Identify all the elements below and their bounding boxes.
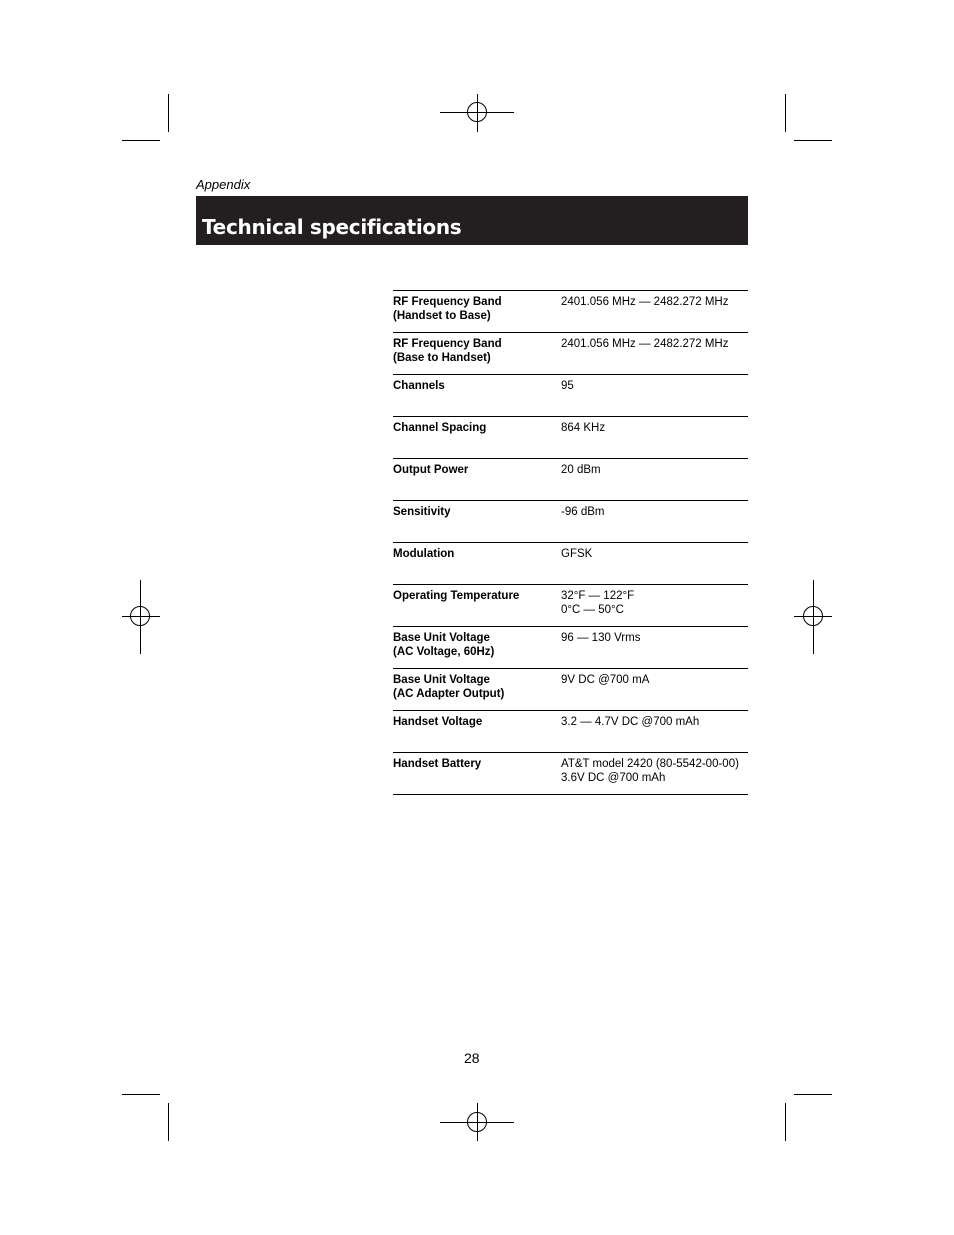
spec-label: Channels [393,380,445,392]
spec-label: Base Unit Voltage (AC Voltage, 60Hz) [393,632,495,658]
spec-table [393,290,748,795]
spec-label: Base Unit Voltage (AC Adapter Output) [393,674,505,700]
spec-value: 9V DC @700 mA [561,674,650,686]
spec-label: Channel Spacing [393,422,487,434]
spec-label: Operating Temperature [393,590,520,602]
crop-mark-top-right-vertical [785,94,786,132]
table-row [393,627,748,669]
spec-label: Handset Voltage [393,716,483,728]
table-row [393,753,748,795]
spec-value: 95 [561,380,574,392]
table-row [393,585,748,627]
table-row [393,417,748,459]
spec-value: 3.2 — 4.7V DC @700 mAh [561,716,700,728]
page-title: Technical specifications [202,215,462,239]
crop-mark-top-left-horizontal [122,140,160,141]
table-row [393,501,748,543]
section-label: Appendix [196,177,251,192]
spec-value: 96 — 130 Vrms [561,632,641,644]
spec-value: GFSK [561,548,593,560]
crop-mark-bottom-left-vertical [168,1103,169,1141]
table-row [393,291,748,333]
crop-mark-top-right-horizontal [794,140,832,141]
spec-label: Sensitivity [393,506,451,518]
spec-value: 864 KHz [561,422,606,434]
title-banner [196,196,748,245]
spec-label: RF Frequency Band (Base to Handset) [393,338,502,364]
spec-value: 2401.056 MHz — 2482.272 MHz [561,338,729,350]
spec-value: AT&T model 2420 (80-5542-00-00) 3.6V DC @700 mAh [561,758,739,784]
crop-mark-bottom-right-vertical [785,1103,786,1141]
table-row [393,333,748,375]
spec-value: -96 dBm [561,506,605,518]
crop-mark-bottom-left-horizontal [122,1094,160,1095]
crop-mark-top-left-vertical [168,94,169,132]
spec-label: Handset Battery [393,758,482,770]
spec-value: 2401.056 MHz — 2482.272 MHz [561,296,729,308]
spec-label: Modulation [393,548,455,560]
page-number: 28 [464,1050,480,1066]
table-row [393,543,748,585]
table-row [393,375,748,417]
spec-value: 20 dBm [561,464,601,476]
spec-label: Output Power [393,464,469,476]
spec-label: RF Frequency Band (Handset to Base) [393,296,502,322]
spec-value: 32°F — 122°F 0°C — 50°C [561,590,635,616]
table-row [393,669,748,711]
crop-mark-bottom-right-horizontal [794,1094,832,1095]
table-row [393,711,748,753]
table-row [393,459,748,501]
